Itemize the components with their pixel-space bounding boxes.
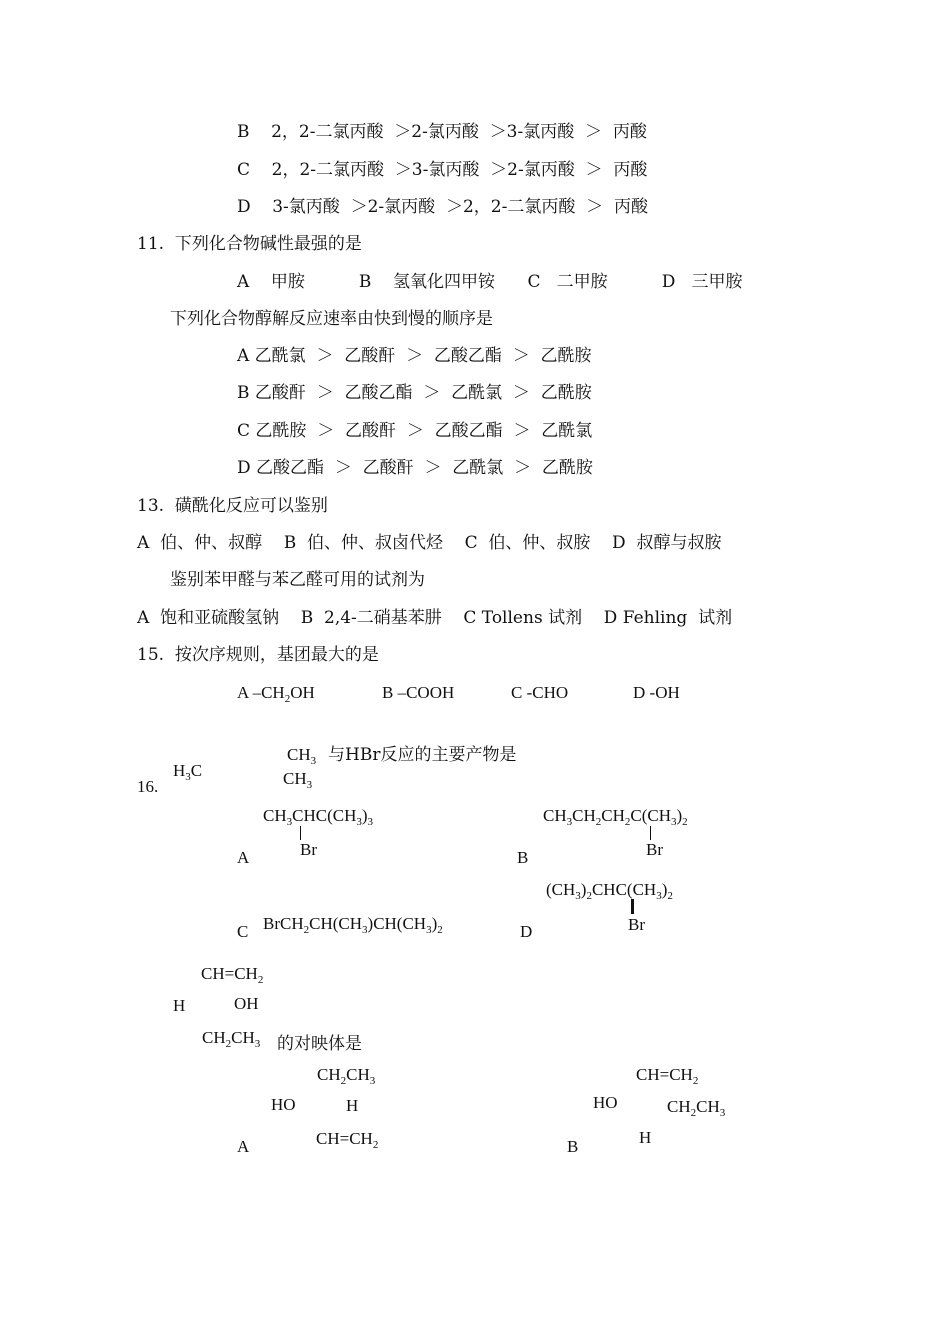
q13-question: 13. 磺酰化反应可以鉴别 — [137, 496, 328, 516]
q16-option-a-bond — [300, 826, 301, 840]
q10-option-b: B 2，2-二氯丙酸 ＞2-氯丙酸 ＞3-氯丙酸 ＞ 丙酸 — [237, 122, 647, 142]
q17-reactant-vinyl: $CH=CH_2$ — [201, 964, 264, 986]
q12-option-a: A 乙酰氯 ＞ 乙酸酐 ＞ 乙酸乙酯 ＞ 乙酰胺 — [237, 346, 592, 366]
q16-label-b: B — [517, 848, 529, 867]
q17-option-a-ho: HO — [271, 1095, 296, 1114]
q15-option-d: D -OH — [633, 683, 680, 702]
q17-reactant-oh: OH — [234, 994, 259, 1013]
q12-question: 下列化合物醇解反应速率由快到慢的顺序是 — [170, 309, 493, 329]
q17-option-a-vinyl: $CH=CH_2$ — [316, 1129, 379, 1151]
q15-question: 15. 按次序规则，基团最大的是 — [137, 645, 379, 665]
q12-option-d: D 乙酸乙酯 ＞ 乙酸酐 ＞ 乙酰氯 ＞ 乙酰胺 — [237, 458, 593, 478]
q15-option-c: C -CHO — [511, 683, 569, 702]
q11-options: A 甲胺 B 氢氧化四甲铵 C 二甲胺 D 三甲胺 — [237, 272, 743, 292]
q10-option-c: C 2，2-二氯丙酸 ＞3-氯丙酸 ＞2-氯丙酸 ＞ 丙酸 — [237, 160, 648, 180]
q15-option-a: A $-CH_2OH$ — [237, 683, 315, 705]
q16-option-d-br: Br — [628, 915, 645, 934]
q14-options: A 饱和亚硫酸氢钠 B 2,4-二硝基苯肼 C Tollens 试剂 D Fehling 试剂 — [137, 608, 733, 628]
q17-reactant-ethyl: $CH_2CH_3$ — [202, 1028, 261, 1050]
q17-option-b-ethyl: $CH_2CH_3$ — [667, 1097, 726, 1119]
q16-option-c-formula: $BrCH_2CH(CH_3)CH(CH_3)_2$ — [263, 914, 443, 936]
q16-option-d-bond — [631, 899, 634, 914]
q17-label-b: B — [567, 1137, 579, 1156]
q16-option-b-formula: $CH_3CH_2CH_2C(CH_3)_2$ — [543, 806, 688, 828]
q12-option-c: C 乙酰胺 ＞ 乙酸酐 ＞ 乙酸乙酯 ＞ 乙酰氯 — [237, 421, 593, 441]
q16-option-b-bond — [650, 826, 651, 840]
q16-option-b-br: Br — [646, 840, 663, 859]
q16-label-c: C — [237, 922, 249, 941]
q13-options: A 伯、仲、叔醇 B 伯、仲、叔卤代烃 C 伯、仲、叔胺 D 叔醇与叔胺 — [137, 533, 722, 553]
q16-reactant-ch3-top: $CH_3$ — [287, 745, 317, 767]
q17-option-b-h: H — [639, 1128, 652, 1147]
q16-label-d: D — [520, 922, 533, 941]
q11-question: 11. 下列化合物碱性最强的是 — [137, 234, 362, 254]
q17-option-a-h: H — [346, 1096, 359, 1115]
q17-label-a: A — [237, 1137, 250, 1156]
q16-reactant-ch3-bottom: $CH_3$ — [283, 769, 313, 791]
q16-option-a-br: Br — [300, 840, 317, 859]
q17-question-text: 的对映体是 — [277, 1034, 362, 1054]
q10-option-d: D 3-氯丙酸 ＞2-氯丙酸 ＞2，2-二氯丙酸 ＞ 丙酸 — [237, 197, 648, 217]
q15-option-b: B –COOH — [382, 683, 455, 702]
q17-reactant-h: H — [173, 996, 186, 1015]
q17-option-b-vinyl: $CH=CH_2$ — [636, 1065, 699, 1087]
q16-option-a-formula: $CH_3CHC(CH_3)_3$ — [263, 806, 374, 828]
q17-option-b-ho: HO — [593, 1093, 618, 1112]
q12-option-b: B 乙酸酐 ＞ 乙酸乙酯 ＞ 乙酰氯 ＞ 乙酰胺 — [237, 383, 592, 403]
q16-label-a: A — [237, 848, 250, 867]
q16-question-text: 与HBr反应的主要产物是 — [328, 745, 517, 765]
q16-reactant-h3c: $H_3C$ — [173, 761, 203, 783]
q17-option-a-ethyl: $CH_2CH_3$ — [317, 1065, 376, 1087]
q16-option-d-formula: $(CH_3)_2CHC(CH_3)_2$ — [546, 880, 673, 902]
q14-question: 鉴别苯甲醛与苯乙醛可用的试剂为 — [170, 570, 425, 590]
q16-number: 16. — [137, 777, 159, 796]
